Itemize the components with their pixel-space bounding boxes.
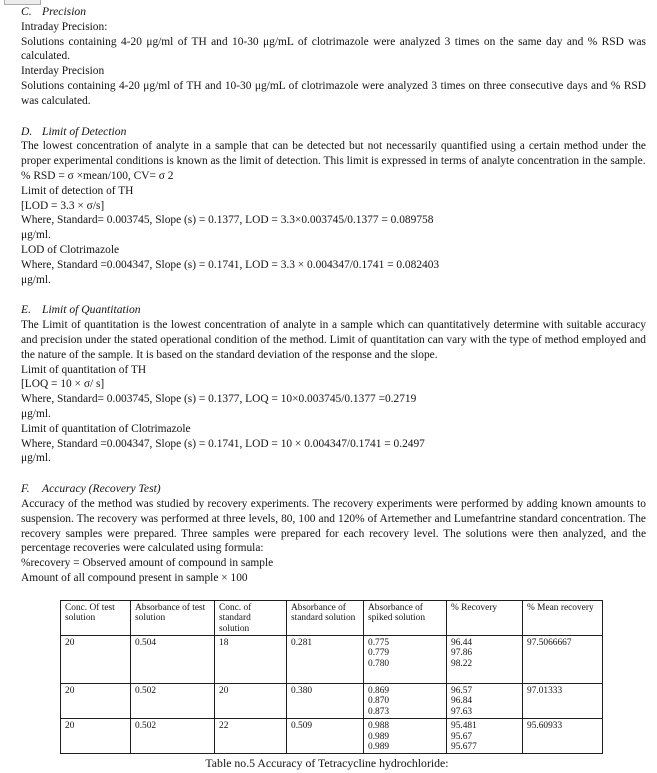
cell-mean-recovery: 95.60933 (523, 719, 603, 754)
accuracy-table (60, 600, 603, 755)
cell-abs-test: 0.502 (131, 683, 215, 718)
intraday-precision-text: Solutions containing 4-20 μg/ml of TH and 10-30 μg/mL of clotrimazole were analyzed 3 times on the same day and % RSD was calculated. (21, 35, 646, 63)
loq-clotrimazole-label: Limit of quantitation of Clotrimazole (21, 422, 191, 435)
cell-abs-standard: 0.380 (287, 683, 364, 718)
loq-definition-text: The Limit of quantitation is the lowest concentration of analyte in a sample which can quantitatively determine with suitable accuracy and precision under the stated operational condition of the method. Limit of quantitation can vary with the type of method employed and the nature of the sample. It is based on the standard deviation of the response and the slope. (21, 319, 646, 361)
loq-th-unit: μg/ml. (21, 407, 51, 420)
cell-abs-test: 0.502 (131, 719, 215, 754)
col-header-abs-spiked: Absorbance of spiked solution (364, 600, 447, 635)
accuracy-method-text: Accuracy of the method was studied by recovery experiments. The recovery experiments were performed by adding known amounts to suspension. The recovery was performed at three levels, 80, 100 and 120% of Artemether and Lumefantrine standard concentration. The recovery samples were prepared. Three samples were prepared for each recovery level. The solutions were then analyzed, and the percentage recoveries were calculated using formula: (21, 497, 646, 555)
lod-clotrimazole-calculation: Where, Standard =0.004347, Slope (s) = 0.1741, LOD = 3.3 × 0.004347/0.1741 = 0.082403 (21, 258, 440, 271)
section-title: Limit of Quantitation (42, 303, 141, 317)
lod-definition-text: The lowest concentration of analyte in a sample that can be detected but not necessarily quantified using a certain method under the proper experimental conditions is known as the limit of detection. This limit is expressed in terms of analyte concentration in the sample. (21, 140, 646, 168)
section-letter: D. (21, 124, 33, 138)
spiked-value: 0.779 (368, 648, 390, 659)
cell-abs-standard: 0.509 (287, 719, 364, 754)
spiked-value: 0.780 (368, 658, 390, 669)
lod-th-unit: μg/ml. (21, 229, 51, 242)
recovery-value: 96.44 (451, 637, 473, 648)
interday-precision-label: Interday Precision (21, 65, 105, 78)
cell-recovery (447, 635, 523, 683)
lod-th-label: Limit of detection of TH (21, 184, 134, 197)
table-row (61, 635, 603, 683)
cell-conc-test: 20 (61, 683, 131, 718)
interday-precision-text: Solutions containing 4-20 μg/ml of TH and 10-30 μg/mL of clotrimazole were analyzed 3 times on three consecutive days and % RSD was calculated. (21, 79, 646, 107)
loq-th-label: Limit of quantitation of TH (21, 363, 147, 376)
spiked-value: 0.988 (368, 721, 390, 732)
lod-formula: [LOD = 3.3 × σ/s] (21, 199, 105, 212)
spiked-value: 0.873 (368, 706, 390, 717)
cell-mean-recovery: 97.01333 (523, 683, 603, 718)
section-heading-precision (21, 5, 646, 20)
table-header-row (61, 600, 603, 635)
cell-recovery (447, 719, 523, 754)
recovery-value: 95.677 (451, 741, 477, 752)
spiked-value: 0.870 (368, 696, 390, 707)
recovery-value: 97.86 (451, 648, 473, 659)
recovery-value: 95.67 (451, 731, 473, 742)
col-header-conc-standard: Conc. of standard solution (215, 600, 287, 635)
cell-conc-standard: 20 (215, 683, 287, 718)
col-header-mean-recovery: % Mean recovery (523, 600, 603, 635)
section-heading-accuracy (21, 482, 646, 497)
intraday-precision-label: Intraday Precision: (21, 20, 108, 33)
section-heading-loq (21, 303, 646, 318)
spiked-value: 0.989 (368, 731, 390, 742)
recovery-formula-denominator: Amount of all compound present in sample × 100 (21, 571, 248, 584)
section-letter: F. (21, 482, 30, 496)
recovery-value: 95.481 (451, 721, 477, 732)
table-row (61, 683, 603, 718)
recovery-value: 98.22 (451, 658, 473, 669)
loq-th-calculation: Where, Standard= 0.003745, Slope (s) = 0.1377, LOQ = 10×0.003745/0.1377 =0.2719 (21, 393, 417, 406)
recovery-formula-numerator: %recovery = Observed amount of compound in sample (21, 557, 274, 570)
cell-conc-standard: 18 (215, 635, 287, 683)
recovery-value: 97.63 (451, 706, 473, 717)
section-letter: E. (21, 303, 31, 317)
recovery-value: 96.84 (451, 696, 473, 707)
section-precision (21, 5, 646, 109)
cell-mean-recovery: 97.5066667 (523, 635, 603, 683)
col-header-abs-standard: Absorbance of standard solution (287, 600, 364, 635)
section-title: Limit of Detection (42, 124, 127, 138)
rsd-formula: % RSD = σ ×mean/100, CV= σ 2 (21, 169, 174, 182)
cell-abs-standard: 0.281 (287, 635, 364, 683)
table-row (61, 719, 603, 754)
cell-abs-test: 0.504 (131, 635, 215, 683)
section-accuracy (21, 482, 646, 586)
section-title: Accuracy (Recovery Test) (42, 482, 161, 496)
section-heading-lod (21, 125, 646, 140)
lod-clotrimazole-label: LOD of Clotrimazole (21, 243, 120, 256)
col-header-conc-test: Conc. Of test solution (61, 600, 131, 635)
loq-clotrimazole-unit: μg/ml. (21, 452, 51, 465)
cell-conc-test: 20 (61, 635, 131, 683)
cell-abs-spiked (364, 719, 447, 754)
spiked-value: 0.869 (368, 685, 390, 696)
cell-conc-standard: 22 (215, 719, 287, 754)
section-limit-of-detection (21, 125, 646, 288)
col-header-recovery: % Recovery (447, 600, 523, 635)
cell-conc-test: 20 (61, 719, 131, 754)
section-letter: C. (21, 5, 32, 18)
loq-clotrimazole-calculation: Where, Standard =0.004347, Slope (s) = 0.1741, LOD = 10 × 0.004347/0.1741 = 0.2497 (21, 437, 425, 450)
lod-th-calculation: Where, Standard= 0.003745, Slope (s) = 0.1377, LOD = 3.3×0.003745/0.1377 = 0.089758 (21, 214, 434, 227)
cell-abs-spiked (364, 683, 447, 718)
cell-abs-spiked (364, 635, 447, 683)
lod-clotrimazole-unit: μg/ml. (21, 273, 51, 286)
recovery-value: 96.57 (451, 685, 473, 696)
spiked-value: 0.989 (368, 741, 390, 752)
col-header-abs-test: Absorbance of test solution (131, 600, 215, 635)
loq-formula: [LOQ = 10 × σ/ s] (21, 378, 105, 391)
section-title: Precision (42, 5, 87, 18)
section-limit-of-quantitation (21, 303, 646, 466)
spiked-value: 0.775 (368, 637, 390, 648)
cell-recovery (447, 683, 523, 718)
cropped-ui-fragment (4, 0, 41, 5)
table-caption: Table no.5 Accuracy of Tetracycline hydrochloride: (205, 756, 449, 771)
